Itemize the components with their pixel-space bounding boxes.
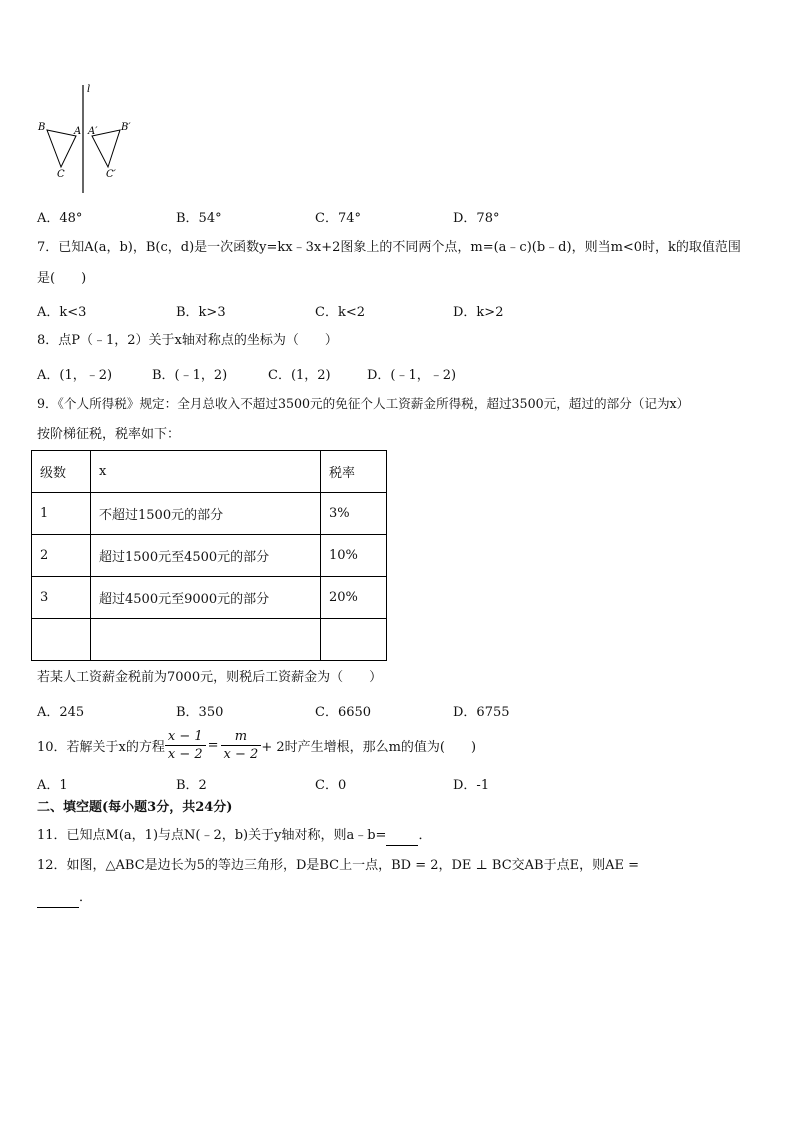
q11-line [37,827,431,846]
q10-option-b: B．2 [176,778,207,793]
header-x: x [91,451,321,493]
q10-equals: = [207,737,219,753]
header-level: 级数 [32,451,91,493]
q10-equation-line [37,726,476,764]
table-header-row [32,451,387,493]
section-heading-fill-in: 二、填空题(每小题3分，共24分) [37,800,233,815]
q10-option-d: D．-1 [453,778,490,793]
q10-frac1-denominator: x − 2 [167,746,203,762]
q10-suffix: + 2时产生增根，那么m的值为( ) [261,739,477,755]
table-cell: 2 [32,535,91,577]
q6-option-a: A．48° [37,211,83,226]
q9-option-a: A．245 [37,705,85,720]
q7-option-a: A．k<3 [37,305,87,320]
table-cell: 10% [321,535,387,577]
q7-option-b: B．k>3 [176,305,226,320]
table-cell: 不超过1500元的部分 [91,493,321,535]
q8-option-b: B．(﹣1，2) [152,368,228,383]
q9-option-b: B．350 [176,705,224,720]
label-b: B [38,122,46,133]
label-l: l [87,84,91,95]
table-row [32,577,387,619]
q8-option-a: A．(1，﹣2) [37,368,113,383]
table-cell: 超过4500元至9000元的部分 [91,577,321,619]
q6-option-b: B．54° [176,211,222,226]
q7-option-d: D．k>2 [453,305,504,320]
header-rate: 税率 [321,451,387,493]
q7-text-line1: 7．已知A(a，b)，B(c，d)是一次函数y=kx﹣3x+2图象上的不同两个点，m=(a﹣c)(b﹣d)，则当m<0时，k的取值范围 [37,240,741,255]
reflection-figure [34,80,144,195]
table-cell [321,619,387,661]
q6-option-c: C．74° [315,211,361,226]
table-cell [32,619,91,661]
tax-rate-table [31,450,387,661]
q10-option-a: A．1 [37,778,68,793]
q7-text-line2: 是( ) [37,271,87,286]
q12-answer-blank [37,889,79,908]
q10-option-c: C．0 [315,778,347,793]
table-cell: 20% [321,577,387,619]
label-b-prime: B′ [121,122,131,133]
q9-text-line1: 9．《个人所得税》规定：全月总收入不超过3500元的免征个人工资薪金所得税，超过3500元，超过的部分（记为x） [37,396,690,411]
q11-text: 11．已知点M(a，1)与点N(﹣2，b)关于y轴对称，则a﹣b= [37,828,387,843]
table-cell: 1 [32,493,91,535]
table-cell: 3 [32,577,91,619]
q7-option-c: C．k<2 [315,305,365,320]
q6-option-d: D．78° [453,211,500,226]
q12-line2 [37,889,92,908]
q10-fraction-2 [221,728,262,763]
table-cell [91,619,321,661]
q9-question: 若某人工资薪金税前为7000元，则税后工资薪金为（ ） [37,670,383,685]
label-a: A [74,126,82,137]
q8-option-d: D．(﹣1，﹣2) [367,368,457,383]
q12-text-line1: 12．如图，△ABC是边长为5的等边三角形，D是BC上一点，BD = 2，DE ⊥ BC交AB于点E，则AE = [37,858,639,873]
table-cell: 3% [321,493,387,535]
q11-end: ． [418,828,432,843]
q11-answer-blank [386,827,418,846]
q10-frac1-numerator: x − 1 [165,728,206,746]
table-row [32,493,387,535]
q10-fraction-1 [165,728,206,763]
triangle-abc [47,130,76,167]
q9-option-d: D．6755 [453,705,510,720]
q12-end: ． [79,890,93,905]
label-c-prime: C′ [106,169,116,180]
table-cell: 超过1500元至4500元的部分 [91,535,321,577]
q8-option-c: C．(1，2) [268,368,331,383]
table-row [32,535,387,577]
q10-frac2-numerator: m [221,728,262,746]
q9-text-line2: 按阶梯征税，税率如下： [37,427,181,442]
table-row [32,619,387,661]
q10-prefix: 10．若解关于x的方程 [37,739,165,755]
label-a-prime: A′ [88,126,98,137]
q9-option-c: C．6650 [315,705,372,720]
q8-text: 8．点P（﹣1，2）关于x轴对称点的坐标为（ ） [37,333,338,348]
label-c: C [57,169,65,180]
q10-frac2-denominator: x − 2 [223,746,259,762]
